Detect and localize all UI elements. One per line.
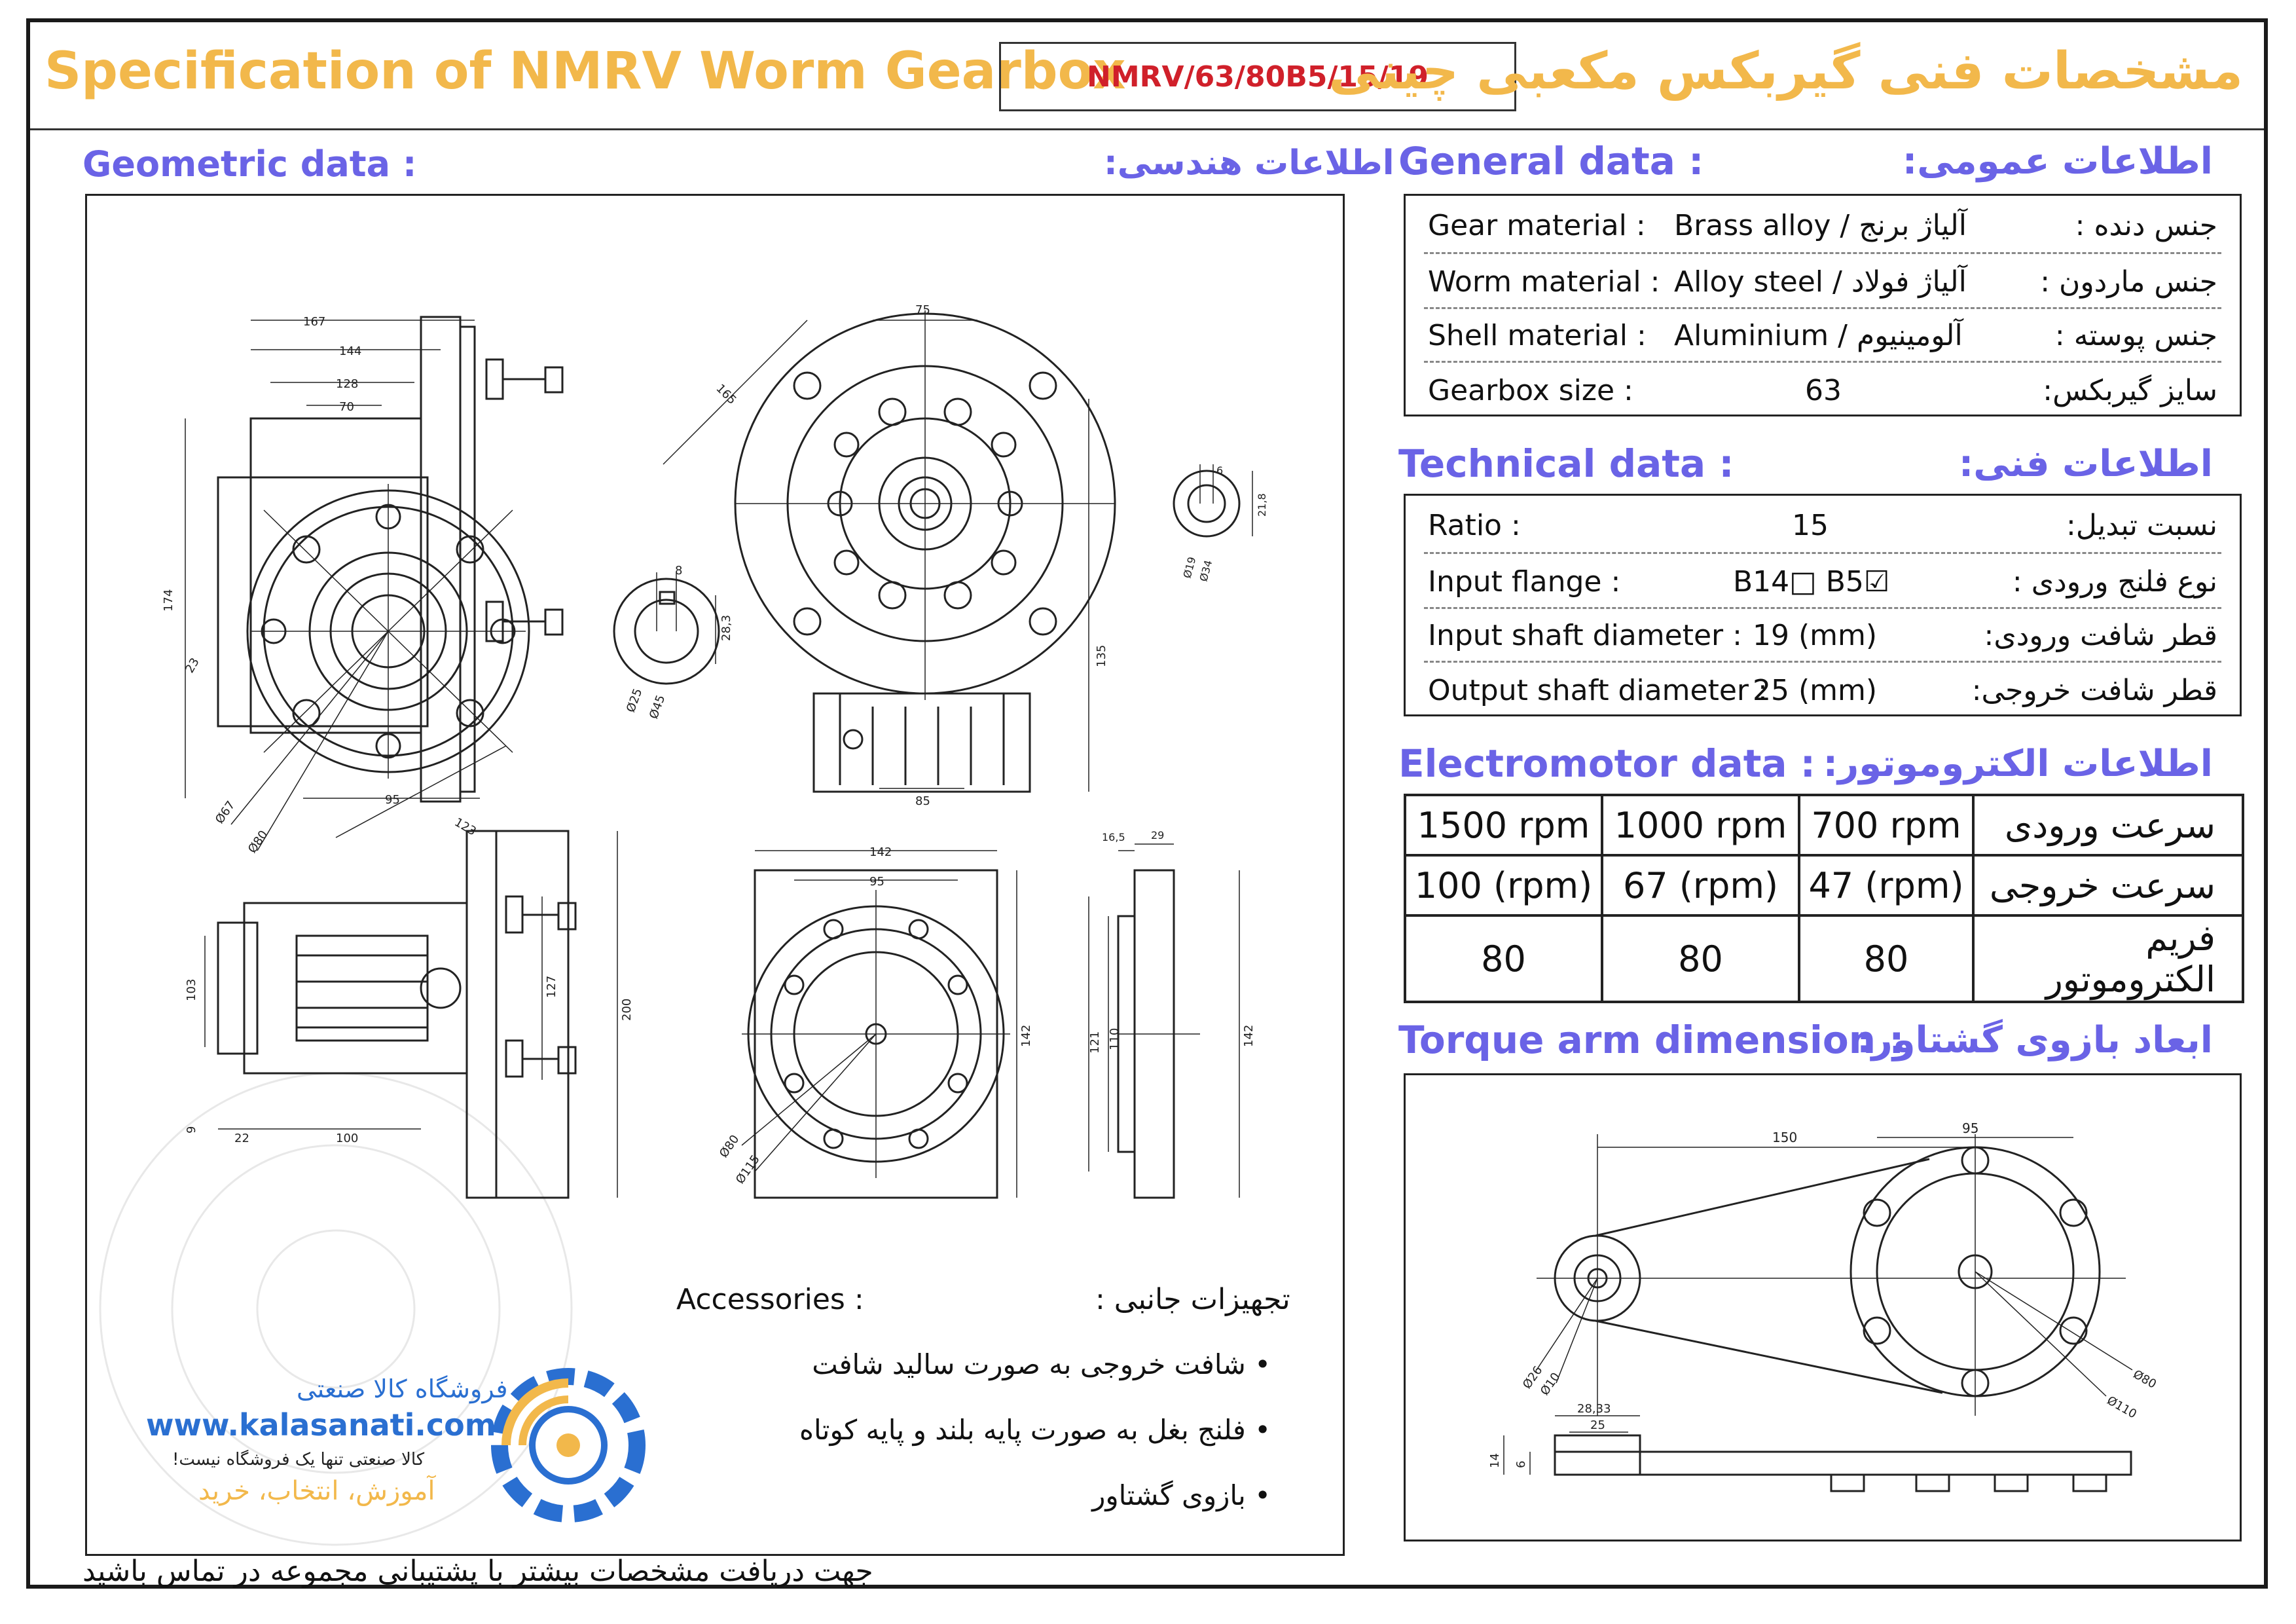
torque-dim-28-33: 28,33 [1577,1402,1611,1416]
geometric-title-en: Geometric data : [82,143,417,185]
logo-slogan: آموزش، انتخاب، خرید [198,1476,435,1506]
output-shaft-section [614,572,719,684]
dim-135: 135 [1095,644,1108,667]
motor-title-en: Electromotor data : [1398,741,1815,786]
torque-dim-80: Ø80 [2130,1367,2159,1392]
dim-29: 29 [1151,829,1165,841]
top-flange-view [663,196,1194,792]
motor-cell: 700 rpm [1799,795,1973,855]
dim-144: 144 [339,344,362,358]
motor-cell: 80 [1405,915,1602,1002]
technical-title-fa: اطلاعات فنی: [1958,443,2213,485]
dim-142a: 142 [869,845,892,859]
flange-face-view [742,851,1017,1198]
dim-16-5: 16,5 [1102,831,1125,843]
flange-side-view [1089,844,1239,1198]
torque-dim-110: Ø110 [2104,1393,2140,1422]
logo-store-name: فروشگاه کالا صنعتی [297,1375,508,1403]
dim-25: Ø25 [623,686,646,714]
dim-121: 121 [1088,1031,1102,1054]
general-title-en: General data : [1398,139,1704,183]
dim-19: Ø19 [1180,555,1199,580]
motor-cell: 80 [1602,915,1799,1002]
dim-28-3: 28,3 [720,614,733,641]
dim-167: 167 [303,315,326,329]
general-title-fa: اطلاعات عمومی: [1902,140,2213,183]
geometric-drawing-box [85,194,1345,1556]
dim-23: 23 [183,655,202,676]
dim-34: Ø34 [1197,559,1215,583]
technical-data-box: Ratio : 15 نسبت تبدیل: Input flange : B14□ B5☑ نوع فلنج ورودی : Input shaft diameter : 19 (mm) قطر شافت ورودی: Output shaft diameter : 25 (mm) قطر شافت خروجی: [1404,494,2242,716]
motor-cell: 80 [1799,915,1973,1002]
motor-row-label: سرعت ورودی [1973,795,2243,855]
torque-arm-box [1404,1073,2242,1541]
dim-103: 103 [185,978,198,1001]
footer-note: جهت دریافت مشخصات بیشتر با پشتیبانی مجموعه در تماس باشید [82,1555,873,1588]
dim-80a: Ø80 [245,828,271,856]
dim-85: 85 [915,794,930,808]
motor-row-input-speed [1405,795,2243,855]
dim-70: 70 [339,400,354,414]
dim-80b: Ø80 [716,1132,742,1160]
kalasanati-logo-mark [500,1376,637,1514]
dim-123: 123 [452,815,479,839]
page-frame [26,18,2268,1589]
general-data-box: Gear material : Brass alloy / آلیاژ برنج جنس دنده : Worm material : Alloy steel / آلیاژ فولاد جنس ماردون : Shell material : Aluminium / آلومینیوم جنس پوسته : Gearbox size : 63 سایز گیربکس: [1404,194,2242,416]
dim-21-8: 21,8 [1256,493,1268,517]
technical-title-en: Technical data : [1398,441,1734,486]
dim-142c: 142 [1242,1024,1256,1047]
dim-9: 9 [185,1126,198,1134]
torque-dim-150: 150 [1772,1130,1798,1145]
motor-row-output-speed [1405,855,2243,915]
dim-142b: 142 [1019,1024,1033,1047]
logo-url[interactable]: www.kalasanati.com [146,1407,496,1443]
dim-67: Ø67 [212,798,238,826]
motor-cell: 1000 rpm [1602,795,1799,855]
dim-8: 8 [675,564,683,578]
logo-tagline: کالا صنعتی تنها یک فروشگاه نیست! [172,1450,425,1469]
accessories-title-fa: تجهیزات جانبی : [1095,1283,1290,1316]
torque-dim-25: 25 [1590,1418,1605,1432]
dim-45: Ø45 [646,693,668,721]
model-code: NMRV/63/80B5/15/19 [999,42,1516,111]
motor-title-fa: اطلاعات الکتروموتور: [1823,743,2213,785]
dim-174: 174 [162,589,175,612]
dim-127: 127 [545,975,558,998]
motor-cell: 1500 rpm [1405,795,1602,855]
dim-22: 22 [234,1132,249,1145]
motor-cell: 100 (rpm) [1405,855,1602,915]
torque-arm-drawing [1406,1075,2240,1540]
torque-dim-10: Ø10 [1537,1370,1563,1398]
title-fa: مشخصات فنی گیربکس مکعبی چینی [1328,42,2243,101]
accessory-item: • شافت خروجی به صورت سالید شافت [812,1348,1271,1380]
dim-110: 110 [1108,1027,1121,1050]
dim-100: 100 [336,1132,359,1145]
torque-dim-26: Ø26 [1520,1363,1546,1392]
torque-title-fa: ابعاد بازوی گشتاور: [1857,1019,2213,1061]
input-shaft-section [1174,464,1252,536]
dim-6: 6 [1216,464,1224,477]
dim-95b: 95 [869,875,884,889]
accessory-item: • بازوی گشتاور [1092,1479,1271,1511]
motor-table [1404,794,2244,1003]
side-view [205,831,617,1198]
torque-dim-6: 6 [1514,1460,1528,1468]
dim-165: 165 [713,381,739,407]
dim-200: 200 [620,998,634,1021]
torque-dim-14: 14 [1488,1453,1502,1468]
torque-title-en: Torque arm dimension : [1398,1018,1904,1062]
header-divider [30,128,2264,130]
accessories-title-en: Accessories : [676,1283,864,1316]
torque-dim-95: 95 [1962,1120,1979,1136]
dim-75: 75 [915,303,930,317]
motor-row-frame [1405,915,2243,1002]
motor-cell: 47 (rpm) [1799,855,1973,915]
front-view [185,317,562,851]
accessory-item: • فلنج بغل به صورت پایه بلند و پایه کوتاه [799,1414,1271,1446]
motor-cell: 67 (rpm) [1602,855,1799,915]
motor-row-label: سرعت خروجی [1973,855,2243,915]
dim-95a: 95 [385,793,400,807]
geometric-title-fa: اطلاعات هندسی: [1104,143,1394,183]
dim-128: 128 [336,377,359,391]
title-en: Specification of NMRV Worm Gearbox [45,42,1126,101]
motor-row-label: فریم الکتروموتور [1973,915,2243,1002]
dim-115: Ø115 [733,1153,763,1187]
